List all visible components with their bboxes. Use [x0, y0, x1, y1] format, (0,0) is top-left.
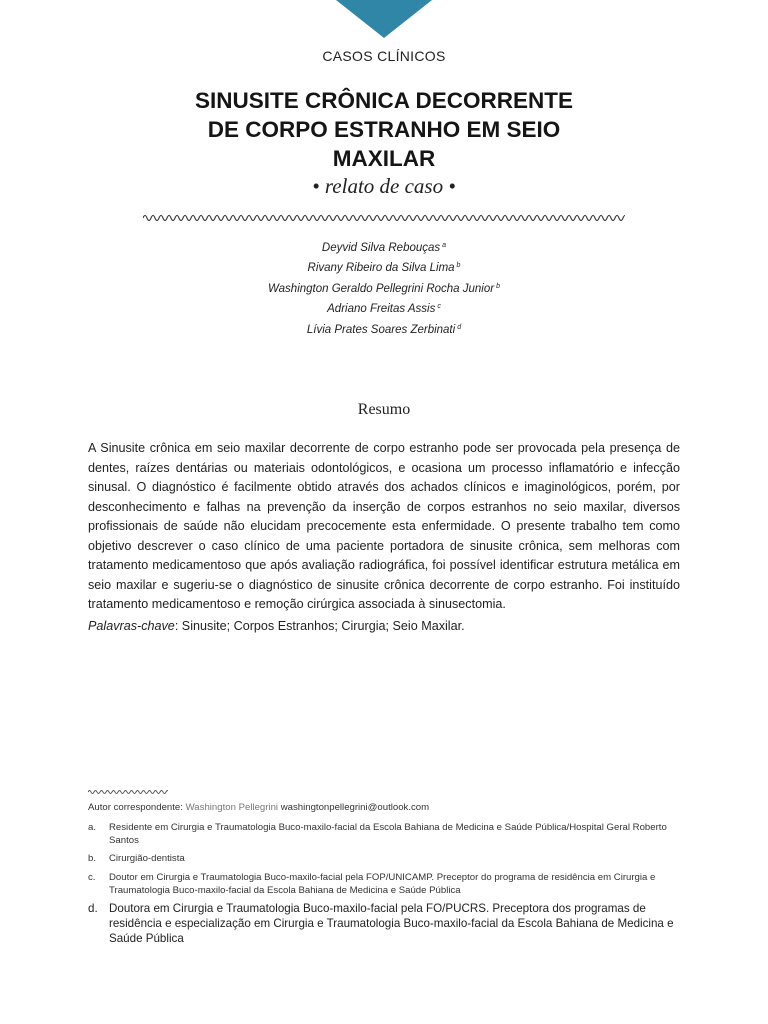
title-line: DE CORPO ESTRANHO EM SEIO	[207, 117, 561, 142]
keywords	[88, 617, 680, 637]
footnote-label: b.	[88, 853, 97, 864]
section-label: CASOS CLÍNICOS	[322, 48, 446, 64]
wavy-divider	[143, 212, 625, 224]
footnote-text: Residente em Cirurgia e Traumatologia Buco-maxilo-facial da Escola Bahiana de Medicina e Saúde Pública/Hospital Geral Roberto Santos	[109, 822, 667, 846]
title-line: MAXILAR	[332, 146, 436, 171]
author-name: Adriano Freitas Assis	[327, 303, 436, 316]
affiliation-footnote	[88, 901, 680, 946]
article-title	[150, 86, 618, 173]
abstract	[88, 439, 680, 636]
author	[0, 257, 768, 277]
author	[0, 298, 768, 318]
author-affiliation-mark: c	[437, 303, 441, 311]
author-name: Deyvid Silva Rebouças	[321, 242, 441, 254]
author-name: Washington Geraldo Pellegrini Rocha Junior	[268, 282, 495, 295]
affiliation-footnote	[88, 871, 680, 897]
footnote-text: Cirurgião-dentista	[109, 853, 185, 864]
keywords-text: : Sinusite; Corpos Estranhos; Cirurgia; Seio Maxilar.	[174, 618, 465, 633]
author-affiliation-mark: b	[456, 262, 461, 270]
corresponding-name: Washington Pellegrini	[185, 802, 279, 813]
keywords-label: Palavras-chave	[88, 618, 175, 633]
author-affiliation-mark: d	[457, 323, 462, 331]
author-affiliation-mark: b	[496, 282, 500, 290]
article-subtitle: • relato de caso •	[312, 174, 456, 198]
footnote-label: d.	[88, 902, 98, 915]
author	[0, 319, 768, 339]
footnote-text: Doutor em Cirurgia e Traumatologia Buco-maxilo-facial pela FOP/UNICAMP. Preceptor do programa de residência em Cirurgia e Traumatologia Buco-maxilo-facial da Escola Bahiana de Medicina e Saúde Pública	[109, 872, 656, 896]
author-name: Lívia Prates Soares Zerbinati	[306, 323, 456, 336]
header-triangle-decoration	[336, 0, 432, 38]
author-affiliation-mark: a	[442, 242, 447, 249]
title-line: SINUSITE CRÔNICA DECORRENTE	[195, 88, 573, 113]
corresponding-email[interactable]: washingtonpellegrini@outlook.com	[280, 802, 430, 813]
author-name: Rivany Ribeiro da Silva Lima	[307, 262, 455, 275]
footnote-divider	[88, 788, 168, 796]
footnote-label: a.	[88, 822, 97, 833]
affiliation-footnote	[88, 821, 680, 847]
footnote-text: Doutora em Cirurgia e Traumatologia Buco-maxilo-facial pela FO/PUCRS. Preceptora dos programas de residência e especialização em Cirurgia e Traumatologia Buco-maxilo-facial da Escola Bahiana de Medicina e Saúde Pública	[109, 902, 674, 945]
footnote-label: c.	[88, 872, 96, 883]
abstract-text: A Sinusite crônica em seio maxilar decorrente de corpo estranho pode ser provocada pela presença de dentes, raízes dentárias ou materiais odontológicos, e ocasiona um processo inflamatório e infecção sinusal. O diagnóstico é facilmente obtido através dos achados clínicos e imaginológicos, porém, por desconhecimento e falhas na prevenção da inserção de corpos estranhos no seio maxilar, diversos profissionais de saúde não elucidam precocemente esta enfermidade. O presente trabalho tem como objetivo descrever o caso clínico de uma paciente portadora de sinusite crônica, sem melhoras com tratamento medicamentoso que após avaliação radiográfica, foi possível identificar estrutura metálica em seio maxilar e sugeriu-se o diagnóstico de sinusite crônica decorrente de corpo estranho. Foi instituído tratamento medicamentoso e remoção cirúrgica associada à sinusectomia.	[88, 441, 680, 611]
author	[0, 237, 768, 257]
corresponding-author	[88, 801, 680, 814]
author	[0, 278, 768, 298]
author-list	[0, 237, 768, 339]
abstract-heading: Resumo	[357, 401, 411, 418]
affiliation-footnote	[88, 852, 680, 865]
corresponding-label: Autor correspondente:	[88, 802, 183, 813]
